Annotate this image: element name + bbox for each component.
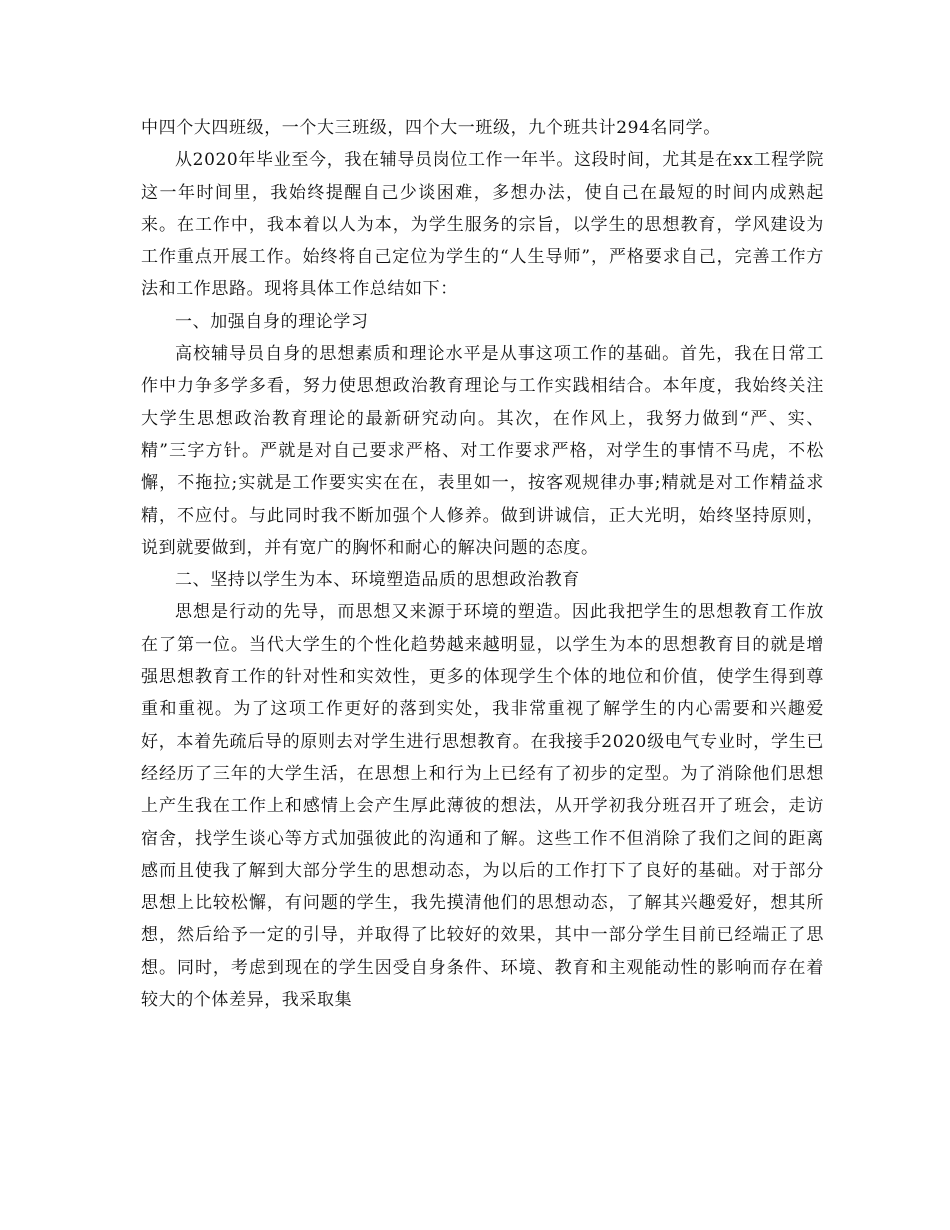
- paragraph-ideological-education: 思想是行动的先导，而思想又来源于环境的塑造。因此我把学生的思想教育工作放在了第一位。当代大学生的个性化趋势越来越明显，以学生为本的思想教育目的就是增强思想教育工作的针对性和实效性，更多的体现学生个体的地位和价值，使学生得到尊重和重视。为了这项工作更好的落到实处，我非常重视了解学生的内心需要和兴趣爱好，本着先疏后导的原则去对学生进行思想教育。在我接手2020级电气专业时，学生已经经历了三年的大学生活，在思想上和行为上已经有了初步的定型。为了消除他们思想上产生我在工作上和感情上会产生厚此薄彼的想法，从开学初我分班召开了班会，走访宿舍，找学生谈心等方式加强彼此的沟通和了解。这些工作不但消除了我们之间的距离感而且使我了解到大部分学生的思想动态，为以后的工作打下了良好的基础。对于部分思想上比较松懈，有问题的学生，我先摸清他们的思想动态，了解其兴趣爱好，想其所想，然后给予一定的引导，并取得了比较好的效果，其中一部分学生目前已经端正了思想。同时，考虑到现在的学生因受自身条件、环境、教育和主观能动性的影响而存在着较大的个体差异，我采取集: [141, 602, 824, 1011]
- section-heading-2: 二、坚持以学生为本、环境塑造品质的思想政治教育: [175, 570, 580, 591]
- paragraph-continuation: 中四个大四班级，一个大三班级，四个大一班级，九个班共计294名同学。: [141, 118, 721, 138]
- paragraph-intro: 从2020年毕业至今，我在辅导员岗位工作一年半。这段时间，尤其是在xx工程学院这一年时间里，我始终提醒自己少谈困难，多想办法，使自己在最短的时间内成熟起来。在工作中，我本着以人为本，为学生服务的宗旨，以学生的思想教育，学风建设为工作重点开展工作。始终将自己定位为学生的“人生导师”，严格要求自己，完善工作方法和工作思路。现将具体工作总结如下：: [141, 150, 824, 300]
- section-heading-1: 一、加强自身的理论学习: [175, 311, 369, 332]
- paragraph-theory-study: 高校辅导员自身的思想素质和理论水平是从事这项工作的基础。首先，我在日常工作中力争多学多看，努力使思想政治教育理论与工作实践相结合。本年度，我始终关注大学生思想政治教育理论的最新研究动向。其次，在作风上，我努力做到“严、实、精”三字方针。严就是对自己要求严格、对工作要求严格，对学生的事情不马虎，不松懈，不拖拉;实就是工作要实实在在，表里如一，按客观规律办事;精就是对工作精益求精，不应付。与此同时我不断加强个人修养。做到讲诚信，正大光明，始终坚持原则，说到就要做到，并有宽广的胸怀和耐心的解决问题的态度。: [141, 344, 824, 558]
- document-body: [141, 112, 824, 1016]
